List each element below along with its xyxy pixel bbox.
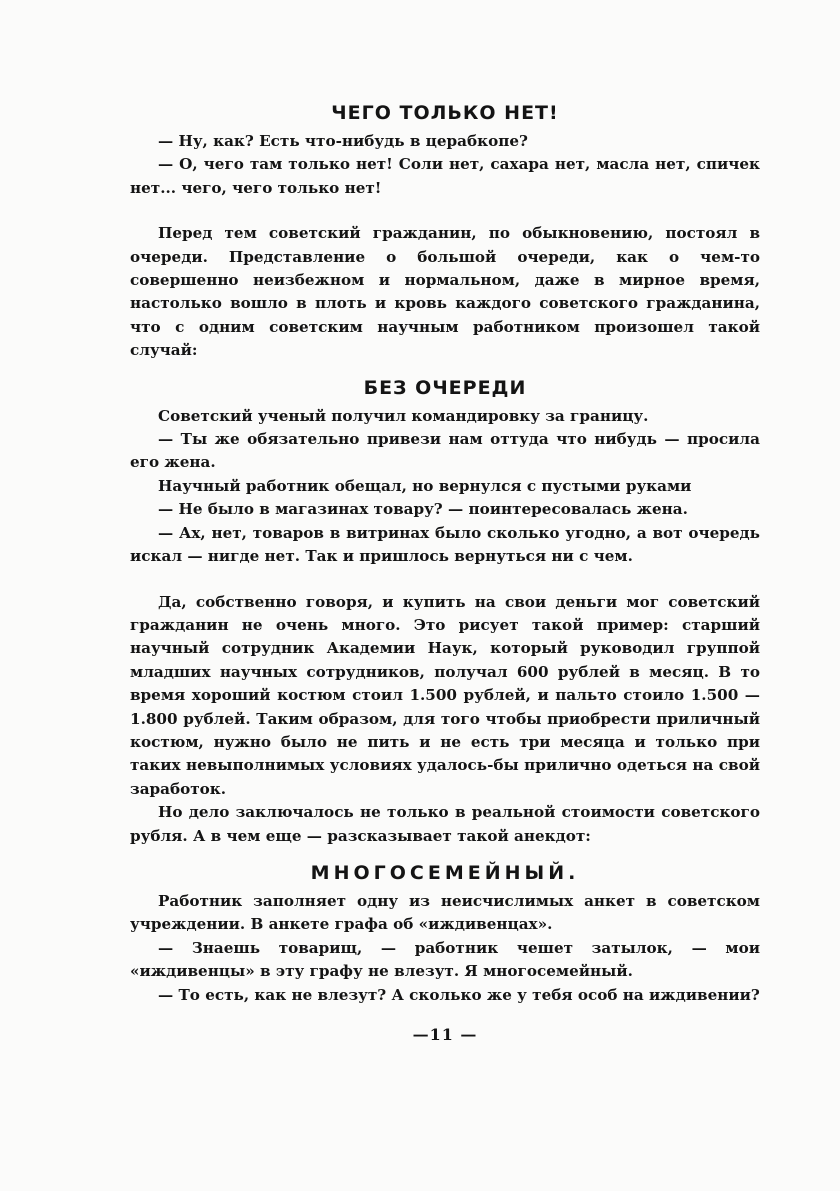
dialogue-line-1: — Ну, как? Есть что-нибудь в церабкопе? xyxy=(158,132,528,150)
book-page xyxy=(130,100,760,1044)
anecdote-line-4: — Не было в магазинах товару? — поинтересовалась жена. xyxy=(158,500,688,519)
dialogue-line-2: — О, чего там только нет! Соли нет, сахара нет, масла нет, спичек нет... чего, чего только нет! xyxy=(130,155,760,197)
heading-mnogosemeyny: МНОГОСЕМЕЙНЫЙ. xyxy=(310,861,580,884)
heading-bez-ocheredi: БЕЗ ОЧЕРЕДИ xyxy=(363,376,527,399)
joke-line-3: — То есть, как не влезут? А сколько же у тебя особ на иждивении? xyxy=(158,985,760,1004)
page-number: —11 — xyxy=(412,1025,478,1044)
joke-line-2: — Знаешь товарищ, — работник чешет затылок, — мои «иждивенцы» в эту графу не влезут. Я многосемейный. xyxy=(130,938,760,981)
joke-line-1: Работник заполняет одну из неисчислимых анкет в советском учреждении. В анкете графа об «иждивенцах». xyxy=(130,891,760,934)
paragraph-queue-intro: Перед тем советский гражданин, по обыкновению, постоял в очереди. Представление о большой очереди, как о чем-то совершенно неизбежном и нормальном, даже в мирное время, настолько вошло в плоть и кровь каждого советского гражданина, что с одним советским научным работником произошел такой случай: xyxy=(130,224,760,360)
anecdote-line-5: — Ах, нет, товаров в витринах было сколько угодно, а вот очередь искал — нигде нет. Так и пришлось вернуться ни с чем. xyxy=(130,523,760,566)
anecdote-line-2: — Ты же обязательно привези нам оттуда что нибудь — просила его жена. xyxy=(130,430,760,472)
anecdote-line-1: Советский ученый получил командировку за границу. xyxy=(158,406,649,425)
heading-chego-tolko-net: ЧЕГО ТОЛЬКО НЕТ! xyxy=(331,102,559,124)
paragraph-ruble-value: Но дело заключалось не только в реальной стоимости советского рубля. А в чем еще — разсказывает такой анекдот: xyxy=(130,803,760,845)
anecdote-line-3: Научный работник обещал, но вернулся с пустыми руками xyxy=(158,476,692,495)
paragraph-salary-example: Да, собственно говоря, и купить на свои деньги мог советский гражданин не очень много. Это рисует такой пример: старший научный сотрудник Академии Наук, который руководил группой младших научных сотрудников, получал 600 рублей в месяц. В то время хороший костюм стоил 1.500 рублей, и пальто стоило 1.500 — 1.800 рублей. Таким образом, для того чтобы приобрести приличный костюм, нужно было не пить и не есть три месяца и только при таких невыполнимых условиях удалось-бы прилично одеться на свой заработок. xyxy=(130,592,760,798)
